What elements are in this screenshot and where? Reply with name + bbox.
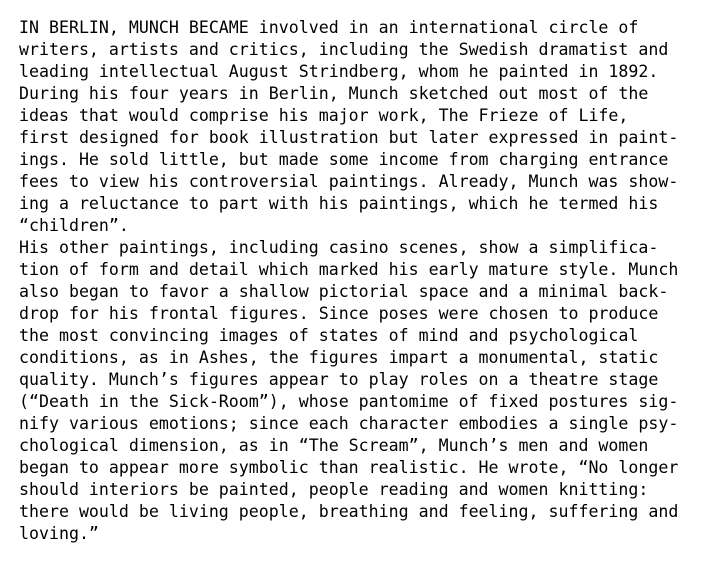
text-line: chological dimension, as in “The Scream”, Munch’s men and women	[19, 436, 649, 455]
text-line: drop for his frontal figures. Since poses were chosen to produce	[19, 304, 659, 323]
text-line: began to appear more symbolic than realistic. He wrote, “No longer	[19, 458, 679, 477]
text-line: conditions, as in Ashes, the figures impart a monumental, static	[19, 348, 659, 367]
text-line: the most convincing images of states of mind and psychological	[19, 326, 639, 345]
text-line: tion of form and detail which marked his early mature style. Munch	[19, 260, 679, 279]
text-line: quality. Munch’s figures appear to play roles on a theatre stage	[19, 370, 659, 389]
text-line: nify various emotions; since each character embodies a single psy-	[19, 414, 679, 433]
text-line: there would be living people, breathing and feeling, suffering and	[19, 502, 679, 521]
text-line: writers, artists and critics, including the Swedish dramatist and	[19, 40, 669, 59]
text-line: leading intellectual August Strindberg, whom he painted in 1892.	[19, 62, 659, 81]
text-line: (“Death in the Sick-Room”), whose pantomime of fixed postures sig-	[19, 392, 679, 411]
text-line: fees to view his controversial paintings. Already, Munch was show-	[19, 172, 679, 191]
text-line: During his four years in Berlin, Munch sketched out most of the	[19, 84, 649, 103]
text-line: should interiors be painted, people reading and women knitting:	[19, 480, 649, 499]
text-line: “children”.	[19, 216, 129, 235]
text-line: loving.”	[19, 524, 99, 543]
text-line: ideas that would comprise his major work, The Frieze of Life,	[19, 106, 629, 125]
text-line: IN BERLIN, MUNCH BECAME involved in an international circle of	[19, 18, 639, 37]
text-line: His other paintings, including casino scenes, show a simplifica-	[19, 238, 659, 257]
text-line: ing a reluctance to part with his paintings, which he termed his	[19, 194, 659, 213]
text-line: first designed for book illustration but later expressed in paint-	[19, 128, 679, 147]
text-line: also began to favor a shallow pictorial space and a minimal back-	[19, 282, 669, 301]
document-page	[19, 17, 689, 545]
text-line: ings. He sold little, but made some income from charging entrance	[19, 150, 669, 169]
